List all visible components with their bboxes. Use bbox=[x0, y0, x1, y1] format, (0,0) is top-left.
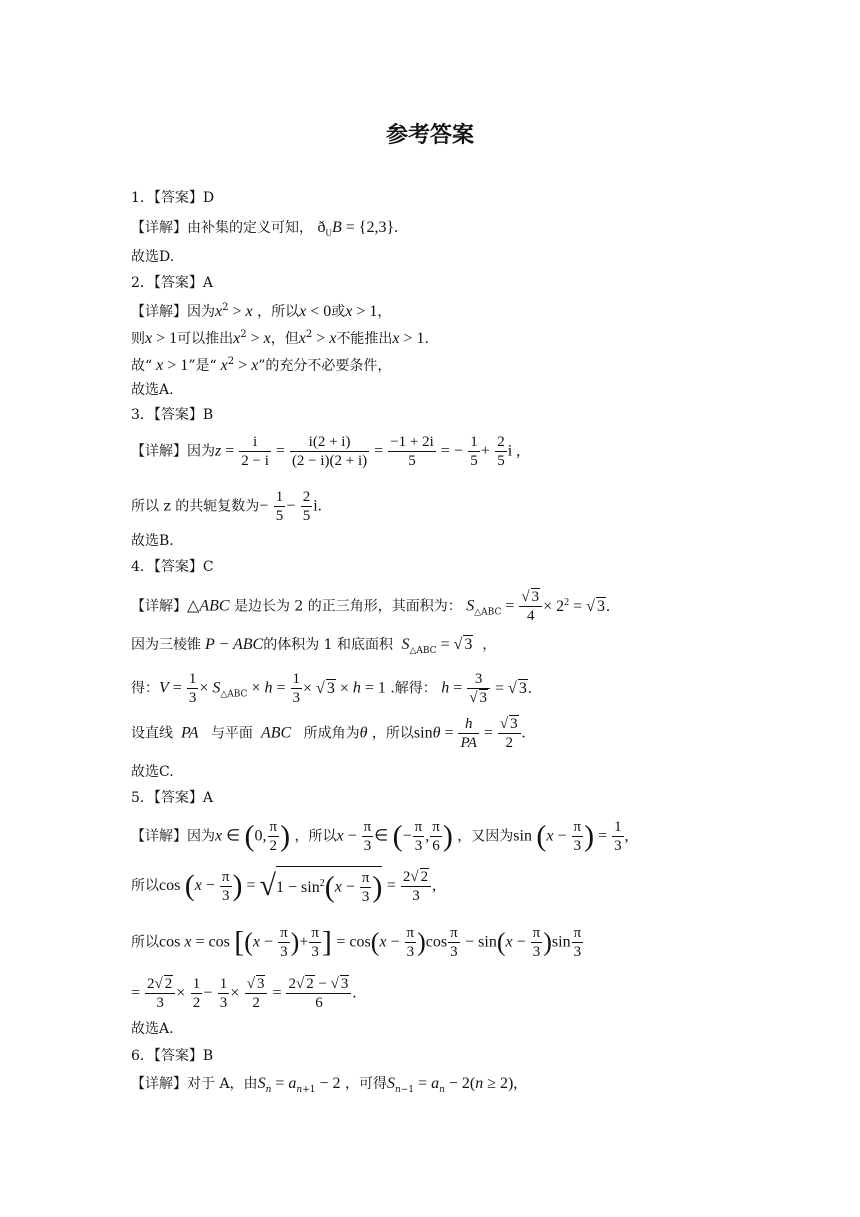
q1-complement-expression: $ð_UB = \{2,3\}$. bbox=[317, 219, 399, 238]
q4-detail-line3: 得：V = $\frac{1}{3}$ × $S_{\triangle ABC} \times h$ = $\frac{1}{3}$ × √ 3 × h = 1 .解得： h = $\frac{3}{√ 3}$ = √ 3. bbox=[131, 671, 532, 706]
q1-choose: 故选D. bbox=[131, 249, 175, 265]
q2-choose: 故选A. bbox=[131, 382, 174, 398]
q1-answer: 1．【答案】D bbox=[131, 190, 215, 206]
q4-detail-line1: 【详解】△ABC 是边长为 2 的正三角形，其面积为： $S_{\triangle ABC}$ = $\frac{√ 3}{4}$ × $2^2$ = √ 3. bbox=[131, 589, 610, 624]
q4-answer: 4．【答案】C bbox=[131, 559, 214, 575]
q4-choose: 故选C. bbox=[131, 764, 174, 780]
page-title: 参考答案 bbox=[385, 123, 474, 148]
q6-answer: 6．【答案】B bbox=[131, 1048, 214, 1064]
q5-choose: 故选A. bbox=[131, 1021, 174, 1037]
q5-detail-line3: 所以cos x = cos [(x − $\frac{\pi}{3}$ )+ $\frac{\pi}{3}$ ] = cos(x − $\frac{\pi}{3}$ )cos $\frac{\pi}{3}$ − sin(x − $\frac{\pi}{3}$ )sin $\frac{\pi}{3}$ bbox=[131, 925, 582, 960]
q5-detail-line1: 【详解】因为x ∈ (0, $\frac{\pi}{2}$ ) ，所以x − $\frac{\pi}{3}$ ∈ (− $\frac{\pi}{3}$ , $\frac{\pi}{6}$ ) ，又因为sin (x − $\frac{\pi}{3}$ ) = $\frac{1}{3}$ , bbox=[131, 819, 629, 854]
q3-choose: 故选B. bbox=[131, 533, 174, 549]
q5-detail-line4: = $\frac{2√ 2}{3}$ × $\frac{1}{2}$ − $\frac{1}{3}$ × $\frac{√ 3}{2}$ = $\frac{2√ 2 - √ 3}{6}$ . bbox=[131, 976, 357, 1011]
q3-conjugate: 所以 z 的共轭复数为− $\frac{1}{5}$ − $\frac{2}{5}$ i. bbox=[131, 489, 322, 524]
q5-answer: 5．【答案】A bbox=[131, 790, 214, 806]
q5-detail-line2: 所以cos (x − $\frac{\pi}{3}$ ) = $√1 - \sin^2(x$ − $\frac{\pi}{3}$ ) = $\frac{2√ 2}{3}$ , bbox=[131, 866, 436, 906]
q3-answer: 3．【答案】B bbox=[131, 407, 214, 423]
q2-detail-line3: 故“ x > 1”是“ $x^2 > x$”的充分不必要条件， bbox=[131, 356, 392, 374]
q2-detail-line2: 则x > 1可以推出$x^2 > x$，但$x^2 > x$不能推出x > 1. bbox=[131, 329, 429, 347]
q4-detail-line2: 因为三棱锥 P − ABC的体积为 1 和底面积 $S_{\triangle ABC}$ = √ 3 ， bbox=[131, 636, 497, 656]
q4-detail-line4: 设直线 PA 与平面 ABC 所成角为θ ，所以sinθ = $\frac{h}{PA}$ = $\frac{√ 3}{2}$ . bbox=[131, 716, 526, 751]
q6-detail-line1: 【详解】对于 A，由$S_n = a_{n+1} - 2$ ，可得$S_{n-1} = a_n - 2(n \ge 2)$, bbox=[131, 1075, 518, 1095]
q3-detail: 【详解】因为z = $\frac{i}{2 - i}$ = $\frac{i(2 + i)}{(2 - i)(2 + i)}$ = $\frac{-1 + 2i}{5}$ = − $\frac{1}{5}$ + $\frac{2}{5}$ i , bbox=[131, 434, 521, 469]
q2-detail-line1: 【详解】因为$x^2 > x$ ，所以x < 0或x > 1， bbox=[131, 302, 392, 320]
q1-detail: 【详解】由补集的定义可知， $ð_UB = \{2,3\}$. bbox=[131, 219, 399, 238]
q2-answer: 2．【答案】A bbox=[131, 275, 214, 291]
